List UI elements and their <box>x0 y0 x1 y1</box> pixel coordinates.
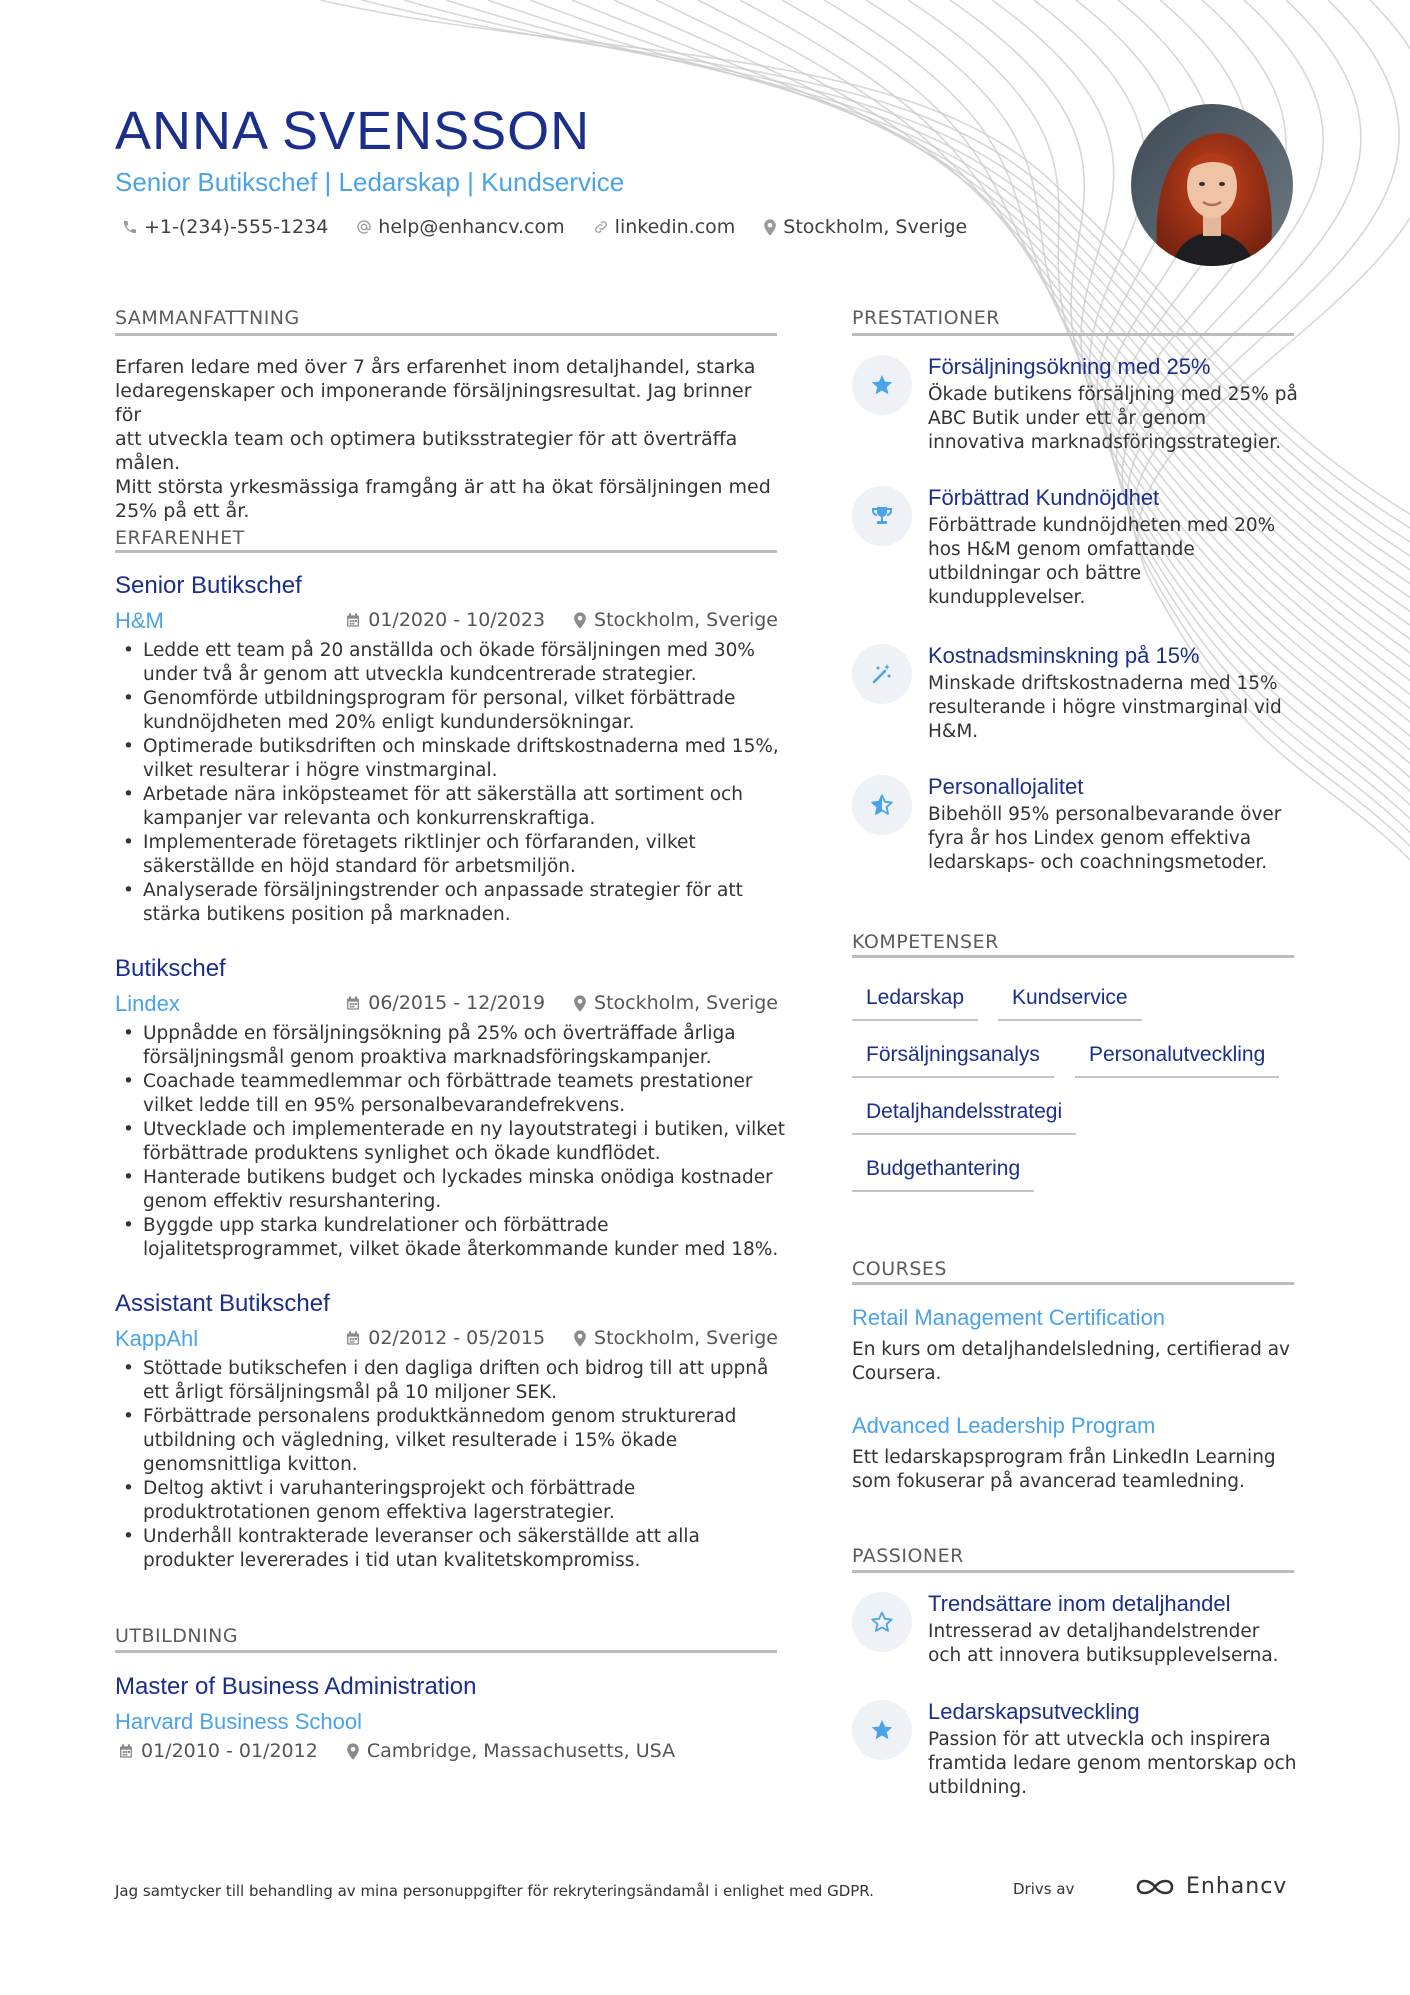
gdpr-consent: Jag samtycker till behandling av mina personuppgifter för rekryteringsändamål i enlighet med GDPR. <box>115 1882 874 1900</box>
description-line: Minskade driftskostnaderna med 15% <box>928 673 1278 694</box>
skill-tag: Detaljhandelsstrategi <box>852 1099 1076 1135</box>
description-line: H&M. <box>928 721 979 742</box>
section-title-summary: SAMMANFATTNING <box>115 307 300 329</box>
contact-phone[interactable] <box>122 214 328 240</box>
section-divider <box>115 550 777 553</box>
job-bullets <box>115 1022 795 1262</box>
bullet-line: genom effektiv resurshantering. <box>143 1191 442 1212</box>
description-line: resulterande i högre vinstmarginal vid <box>928 697 1282 718</box>
calendar-icon <box>345 612 361 628</box>
star-icon <box>852 355 912 415</box>
location-pin-icon <box>763 219 777 236</box>
bullet-line: • Ledde ett team på 20 anställda och ökade försäljningen med 30% <box>143 640 755 661</box>
phone-icon <box>122 219 138 235</box>
passion-description <box>928 1728 1298 1800</box>
passion-title: Ledarskapsutveckling <box>928 1699 1140 1724</box>
bullet-item <box>115 1405 795 1477</box>
job-meta <box>345 609 778 631</box>
candidate-name: ANNA SVENSSON <box>115 101 591 161</box>
location-pin-icon <box>573 612 587 629</box>
bullet-line: • Deltog aktivt i varuhanteringsprojekt och förbättrade <box>143 1478 636 1499</box>
education-dates: 01/2010 - 01/2012 <box>141 1740 318 1762</box>
description-line: ABC Butik under ett år genom <box>928 408 1207 429</box>
bullet-line: vilket resulterar i högre vinstmarginal. <box>143 760 498 781</box>
bullet-line: vilket ledde till en 95% personalbevarandefrekvens. <box>143 1095 626 1116</box>
passion-title: Trendsättare inom detaljhandel <box>928 1591 1231 1616</box>
bullet-line: • Coachade teammedlemmar och förbättrade teamets prestationer <box>143 1071 753 1092</box>
bullet-item <box>115 1118 795 1166</box>
bullet-line: utbildning och vägledning, vilket resulterade i 15% ökade <box>143 1430 678 1451</box>
description-line: Ökade butikens försäljning med 25% på <box>928 384 1298 405</box>
section-title-achievements: PRESTATIONER <box>852 307 1000 329</box>
at-icon <box>356 219 372 235</box>
summary-line: 25% på ett år. <box>115 500 250 522</box>
job-dates: 01/2020 - 10/2023 <box>368 609 546 631</box>
education-location: Cambridge, Massachusetts, USA <box>366 1740 676 1762</box>
bullet-line: • Stöttade butikschefen i den dagliga driften och bidrog till att uppnå <box>143 1358 769 1379</box>
bullet-line: stärka butikens position på marknaden. <box>143 904 511 925</box>
job-location: Stockholm, Sverige <box>594 609 778 631</box>
bullet-line: förbättrade produktens synlighet och ökade kundflödet. <box>143 1143 661 1164</box>
section-divider <box>852 955 1294 958</box>
bullet-item <box>115 687 795 735</box>
bullet-line: genomsnittliga kvitton. <box>143 1454 358 1475</box>
achievement-title: Försäljningsökning med 25% <box>928 354 1211 379</box>
job-dates: 02/2012 - 05/2015 <box>368 1327 546 1349</box>
company-name: H&M <box>115 608 164 633</box>
section-title-education: UTBILDNING <box>115 1625 239 1647</box>
bullet-line: • Hanterade butikens budget och lyckades minska onödiga kostnader <box>143 1167 773 1188</box>
brand-name: Enhancv <box>1186 1874 1288 1899</box>
section-title-skills: KOMPETENSER <box>852 931 999 953</box>
calendar-icon <box>118 1743 134 1759</box>
bullet-line: lojalitetsprogrammet, vilket ökade återkommande kunder med 18%. <box>143 1239 779 1260</box>
contact-bar <box>122 214 995 240</box>
course-desc-line: En kurs om detaljhandelsledning, certifierad av <box>852 1339 1290 1360</box>
description-line: ledarskaps- och coachningsmetoder. <box>928 852 1268 873</box>
achievement-title: Kostnadsminskning på 15% <box>928 643 1200 668</box>
job-dates: 06/2015 - 12/2019 <box>368 992 546 1014</box>
bullet-item <box>115 639 795 687</box>
bullet-line: • Analyserade försäljningstrender och anpassade strategier för att <box>143 880 743 901</box>
bullet-line: • Implementerade företagets riktlinjer och förfaranden, vilket <box>143 832 696 853</box>
description-line: Passion för att utveckla och inspirera <box>928 1729 1271 1750</box>
school-name: Harvard Business School <box>115 1709 363 1734</box>
course-description <box>852 1446 1292 1494</box>
location-pin-icon <box>346 1743 360 1760</box>
skill-tag: Personalutveckling <box>1075 1042 1279 1078</box>
calendar-icon <box>345 995 361 1011</box>
achievement-title: Personallojalitet <box>928 774 1084 799</box>
star-outline-icon <box>852 1592 912 1652</box>
bullet-line: • Förbättrade personalens produktkännedom genom strukturerad <box>143 1406 737 1427</box>
job-title: Senior Butikschef <box>115 572 302 599</box>
bullet-line: • Arbetade nära inköpsteamet för att säkerställa att sortiment och <box>143 784 743 805</box>
bullet-line: under två år genom att utveckla kundcentrerade strategier. <box>143 664 697 685</box>
course-desc-line: Ett ledarskapsprogram från LinkedIn Learning <box>852 1447 1276 1468</box>
candidate-headline: Senior Butikschef | Ledarskap | Kundservice <box>115 167 625 197</box>
bullet-item <box>115 1022 795 1070</box>
achievement-description <box>928 672 1298 744</box>
description-line: och att innovera butiksupplevelserna. <box>928 1645 1279 1666</box>
bullet-line: • Optimerade butiksdriften och minskade driftskostnaderna med 15%, <box>143 736 779 757</box>
bullet-line: • Genomförde utbildningsprogram för personal, vilket förbättrade <box>143 688 736 709</box>
bullet-line: • Uppnådde en försäljningsökning på 25% och överträffade årliga <box>143 1023 736 1044</box>
passion-description <box>928 1620 1298 1668</box>
trophy-icon <box>852 486 912 546</box>
job-location: Stockholm, Sverige <box>594 1327 778 1349</box>
linkedin-text: linkedin.com <box>614 216 736 238</box>
section-title-experience: ERFARENHET <box>115 527 245 549</box>
bullet-item <box>115 1357 795 1405</box>
skill-tag: Budgethantering <box>852 1156 1034 1192</box>
course-description <box>852 1338 1292 1386</box>
section-divider <box>852 1282 1294 1285</box>
contact-linkedin[interactable] <box>593 214 736 240</box>
bullet-item <box>115 1214 795 1262</box>
bullet-line: produkter levererades i tid utan kvalitetskompromiss. <box>143 1550 641 1571</box>
achievement-description <box>928 803 1298 875</box>
calendar-icon <box>345 1330 361 1346</box>
summary-line: ledaregenskaper och imponerande försäljningsresultat. Jag brinner för <box>115 380 752 426</box>
course-title: Retail Management Certification <box>852 1305 1166 1330</box>
section-divider <box>115 1650 777 1653</box>
description-line: Förbättrade kundnöjdheten med 20% <box>928 515 1276 536</box>
profile-photo <box>1131 104 1293 266</box>
bullet-line: • Underhåll kontrakterade leveranser och säkerställde att alla <box>143 1526 700 1547</box>
section-divider <box>115 333 777 336</box>
job-meta <box>345 1327 778 1349</box>
skill-tag: Ledarskap <box>852 985 978 1021</box>
bullet-line: försäljningsmål genom proaktiva marknadsföringskampanjer. <box>143 1047 712 1068</box>
contact-location <box>763 214 967 240</box>
bullet-item <box>115 1166 795 1214</box>
powered-by-label: Drivs av <box>1013 1880 1075 1898</box>
email-text: help@enhancv.com <box>378 216 565 238</box>
job-location: Stockholm, Sverige <box>594 992 778 1014</box>
bullet-item <box>115 783 795 831</box>
summary-line: Mitt största yrkesmässiga framgång är att ha ökat försäljningen med <box>115 476 771 498</box>
job-title: Butikschef <box>115 955 226 982</box>
infinity-logo-icon <box>1132 1875 1178 1899</box>
description-line: fyra år hos Lindex genom effektiva <box>928 828 1252 849</box>
location-pin-icon <box>573 1330 587 1347</box>
job-bullets <box>115 1357 795 1573</box>
description-line: Intresserad av detaljhandelstrender <box>928 1621 1260 1642</box>
course-title: Advanced Leadership Program <box>852 1413 1156 1438</box>
job-meta <box>345 992 778 1014</box>
education-meta <box>118 1740 675 1762</box>
company-name: KappAhl <box>115 1326 199 1351</box>
bullet-line: • Byggde upp starka kundrelationer och förbättrade <box>143 1215 609 1236</box>
enhancv-logo[interactable] <box>1132 1874 1287 1899</box>
summary-text <box>115 355 777 523</box>
phone-text: +1-(234)-555-1234 <box>144 216 329 238</box>
bullet-line: produktrotationen genom effektiva lagerstrategier. <box>143 1502 615 1523</box>
description-line: hos H&M genom omfattande <box>928 539 1195 560</box>
bullet-line: säkerställde en höjd standard för arbetsmiljön. <box>143 856 576 877</box>
achievement-description <box>928 514 1298 610</box>
bullet-item <box>115 831 795 879</box>
description-line: Bibehöll 95% personalbevarande över <box>928 804 1282 825</box>
section-title-passions: PASSIONER <box>852 1545 964 1567</box>
summary-line: Erfaren ledare med över 7 års erfarenhet inom detaljhandel, starka <box>115 356 756 378</box>
course-desc-line: Coursera. <box>852 1363 942 1384</box>
contact-email[interactable] <box>356 214 564 240</box>
company-name: Lindex <box>115 991 180 1016</box>
summary-line: att utveckla team och optimera butiksstrategier för att överträffa målen. <box>115 428 738 474</box>
description-line: innovativa marknadsföringsstrategier. <box>928 432 1282 453</box>
section-title-courses: COURSES <box>852 1258 947 1280</box>
description-line: utbildningar och bättre <box>928 563 1142 584</box>
course-desc-line: som fokuserar på avancerad teamledning. <box>852 1471 1245 1492</box>
location-pin-icon <box>573 995 587 1012</box>
half-star-icon <box>852 775 912 835</box>
skill-tag: Kundservice <box>998 985 1142 1021</box>
achievement-title: Förbättrad Kundnöjdhet <box>928 485 1160 510</box>
bullet-item <box>115 879 795 927</box>
section-divider <box>852 333 1294 336</box>
skill-tag: Försäljningsanalys <box>852 1042 1054 1078</box>
bullet-item <box>115 735 795 783</box>
section-divider <box>852 1570 1294 1573</box>
degree-title: Master of Business Administration <box>115 1673 477 1700</box>
link-icon <box>593 219 609 235</box>
bullet-line: ett årligt försäljningsmål på 10 miljoner SEK. <box>143 1382 558 1403</box>
location-text: Stockholm, Sverige <box>783 216 968 238</box>
bullet-line: • Utvecklade och implementerade en ny layoutstrategi i butiken, vilket <box>143 1119 785 1140</box>
bullet-item <box>115 1070 795 1118</box>
bullet-item <box>115 1525 795 1573</box>
star-icon <box>852 1700 912 1760</box>
wand-icon <box>852 644 912 704</box>
description-line: kundupplevelser. <box>928 587 1086 608</box>
description-line: utbildning. <box>928 1777 1027 1798</box>
bullet-line: kundnöjdheten med 20% enligt kundundersökningar. <box>143 712 635 733</box>
description-line: framtida ledare genom mentorskap och <box>928 1753 1297 1774</box>
bullet-line: kampanjer var relevanta och konkurrenskraftiga. <box>143 808 596 829</box>
job-bullets <box>115 639 795 927</box>
job-title: Assistant Butikschef <box>115 1290 330 1317</box>
bullet-item <box>115 1477 795 1525</box>
achievement-description <box>928 383 1298 455</box>
